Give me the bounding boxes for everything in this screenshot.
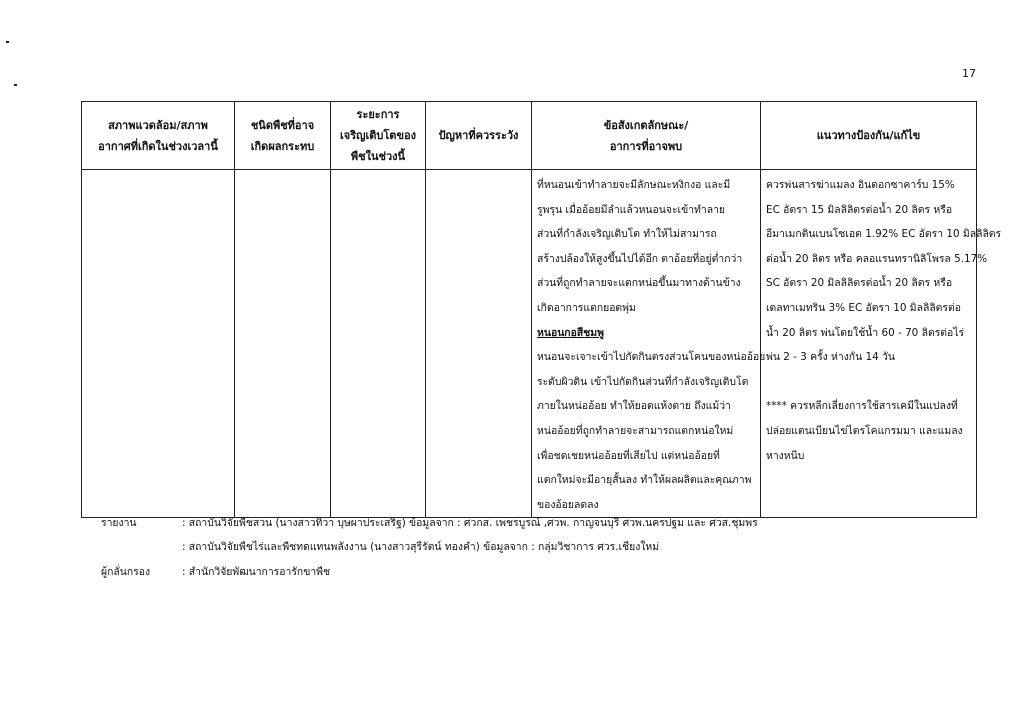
table-row xyxy=(82,170,977,518)
cell-growth-stage xyxy=(331,170,426,518)
report-source-1: : สถาบันวิจัยพืชสวน (นางสาวทิวา บุษผาประเสริฐ) ข้อมูลจาก : ศวกส. เพชรบูรณ์ ,ศวพ. กาญจนบุรี ศวพ.นครปฐม และ ศวส.ชุมพร xyxy=(182,516,758,529)
pink-borer-line: ภายในหน่ออ้อย ทำให้ยอดแห้งตาย ถึงแม้ว่า xyxy=(537,400,731,413)
prevention-line: ควรพ่นสารฆ่าแมลง อินดอกซาคาร์บ 15% xyxy=(766,179,955,191)
header-environment: สภาพแวดล้อม/สภาพ อากาศที่เกิดในช่วงเวลานี้ xyxy=(82,102,235,170)
editor-text: : สำนักวิจัยพัฒนาการอารักขาพืช xyxy=(182,565,331,578)
cell-prevention xyxy=(761,170,1002,518)
pink-borer-line: หน่ออ้อยที่ถูกทำลายจะสามารถแตกหน่อใหม่ xyxy=(537,424,734,437)
symptoms-line: เกิดอาการแตกยอดพุ่ม xyxy=(537,301,636,314)
cell-problems xyxy=(426,170,532,518)
pink-borer-line: เพื่อชดเชยหน่ออ้อยที่เสียไป แต่หน่ออ้อยที่ xyxy=(537,449,720,462)
pink-borer-line: ระดับผิวดิน เข้าไปกัดกินส่วนที่กำลังเจริญเติบโต xyxy=(537,375,749,388)
note-line: **** ควรหลีกเลี่ยงการใช้สารเคมีในแปลงที่ xyxy=(766,400,958,413)
pink-borer-text xyxy=(537,345,766,517)
table-header-row xyxy=(82,102,977,170)
cell-symptoms xyxy=(532,170,766,518)
advisory-table xyxy=(81,101,1002,518)
note-line: หางหนีบ xyxy=(766,449,805,462)
page-number: 17 xyxy=(962,67,976,80)
header-problems: ปัญหาที่ควรระวัง xyxy=(426,102,532,170)
pink-borer-heading: หนอนกอสีชมพู xyxy=(537,326,604,339)
symptoms-line: ที่หนอนเข้าทำลายจะมีลักษณะหงิกงอ และมี xyxy=(537,179,731,191)
pink-borer-line: แตกใหม่จะมีอายุสั้นลง ทำให้ผลผลิตและคุณภาพ xyxy=(537,474,752,487)
header-prevention: แนวทางป้องกัน/แก้ไข xyxy=(761,102,977,170)
prevention-text xyxy=(766,173,1002,370)
symptoms-line: ส่วนที่ถูกทำลายจะแตกหน่อขึ้นมาทางด้านข้าง xyxy=(537,277,741,290)
pink-borer-line: หนอนจะเจาะเข้าไปกัดกินตรงส่วนโคนของหน่ออ้อย xyxy=(537,351,766,364)
prevention-line: พ่น 2 - 3 ครั้ง ห่างกัน 14 วัน xyxy=(766,351,895,364)
cell-environment xyxy=(82,170,235,518)
header-symptoms: ข้อสังเกตลักษณะ/ อาการที่อาจพบ xyxy=(532,102,761,170)
prevention-line: ต่อน้ำ 20 ลิตร หรือ คลอแรนทรานิลิโพรล 5.17% xyxy=(766,252,988,265)
prevention-line: น้ำ 20 ลิตร พ่นโดยใช้น้ำ 60 - 70 ลิตรต่อไร่ xyxy=(766,326,965,339)
chemical-warning-note xyxy=(766,394,971,468)
symptoms-line: รูพรุน เมื่ออ้อยมีลำแล้วหนอนจะเข้าทำลาย xyxy=(537,203,726,216)
header-growth-stage: ระยะการ เจริญเติบโตของ พืชในช่วงนี้ xyxy=(331,102,426,170)
cell-affected-crops xyxy=(235,170,331,518)
report-source-2: : สถาบันวิจัยพืชไร่และพืชทดแทนพลังงาน (นางสาวสุรีรัตน์ ทองคำ) ข้อมูลจาก : กลุ่มวิชาการ ศวร.เชียงใหม่ xyxy=(182,541,660,554)
header-affected-crops: ชนิดพืชที่อาจ เกิดผลกระทบ xyxy=(235,102,331,170)
symptoms-line: ส่วนที่กำลังเจริญเติบโต ทำให้ไม่สามารถ xyxy=(537,228,717,241)
scan-mark xyxy=(14,84,17,86)
symptoms-text xyxy=(537,173,755,321)
scan-mark xyxy=(6,41,9,43)
report-label: รายงาน xyxy=(101,516,137,529)
symptoms-line: สร้างปล้องให้สูงขึ้นไปได้อีก ตาอ้อยที่อยู่ต่ำกว่า xyxy=(537,252,743,265)
prevention-line: EC อัตรา 15 มิลลิลิตรต่อน้ำ 20 ลิตร หรือ xyxy=(766,203,953,216)
note-line: ปล่อยแตนเบียนไข่ไตรโคแกรมมา และแมลง xyxy=(766,424,963,437)
report-footer xyxy=(101,510,758,584)
pink-borer-line: ของอ้อยลดลง xyxy=(537,498,599,511)
prevention-line: SC อัตรา 20 มิลลิลิตรต่อน้ำ 20 ลิตร หรือ xyxy=(766,277,953,290)
prevention-line: อีมาเมกตินเบนโซเอต 1.92% EC อัตรา 10 มิลลิลิตร xyxy=(766,228,1002,241)
prevention-line: เดลทาเมทริน 3% EC อัตรา 10 มิลลิลิตรต่อ xyxy=(766,301,961,314)
editor-label: ผู้กลั่นกรอง xyxy=(101,565,151,578)
